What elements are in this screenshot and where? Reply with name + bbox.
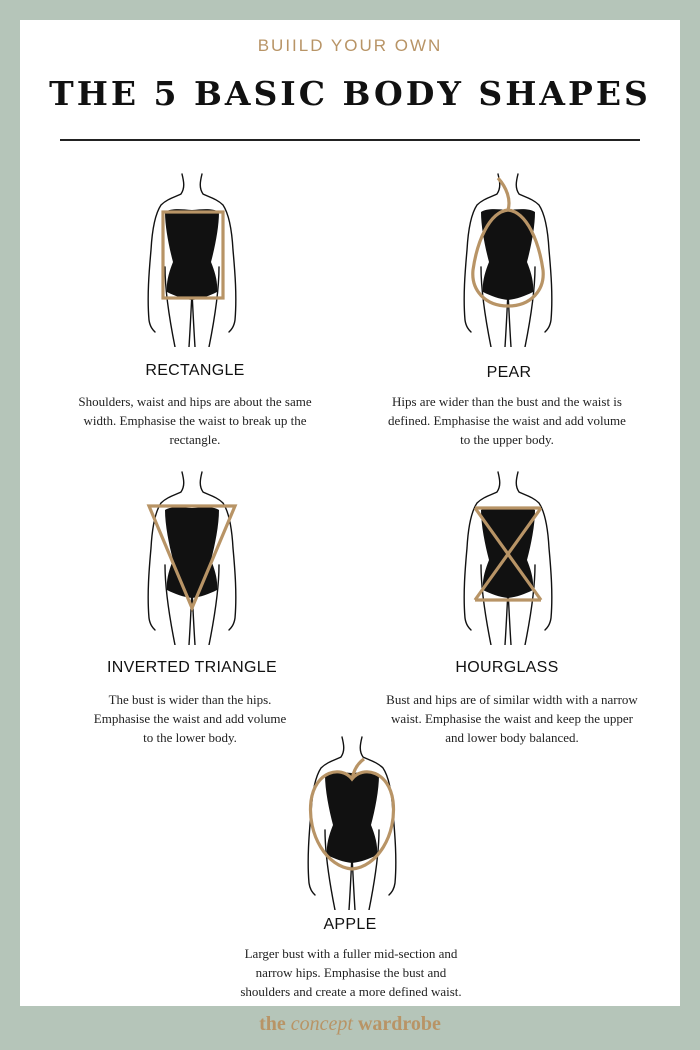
pear-body-illustration xyxy=(453,172,563,347)
pear-description: Hips are wider than the bust and the waist is defined. Emphasise the waist and add volume to the upper body. xyxy=(388,394,626,447)
brand-part-wardrobe: wardrobe xyxy=(357,1013,441,1035)
inverted-triangle-description: The bust is wider than the hips. Emphasise the waist and add volume to the lower body. xyxy=(93,692,287,745)
rectangle-body-illustration xyxy=(137,172,247,347)
title-divider xyxy=(60,139,640,141)
brand-part-concept: concept xyxy=(290,1013,353,1035)
brand-logo xyxy=(0,1013,700,1036)
inverted-triangle-figure xyxy=(137,470,247,645)
rectangle-figure xyxy=(137,172,247,347)
apple-title: APPLE xyxy=(323,916,377,933)
pear-figure xyxy=(453,172,563,347)
apple-body-illustration xyxy=(297,735,407,910)
hourglass-body-illustration xyxy=(453,470,563,645)
kicker-text: BUIILD YOUR OWN xyxy=(257,36,443,55)
inverted-triangle-body-illustration xyxy=(137,470,247,645)
hourglass-title: HOURGLASS xyxy=(455,659,559,676)
inverted-triangle-title: INVERTED TRIANGLE xyxy=(107,659,277,676)
pear-title: PEAR xyxy=(486,364,532,381)
hourglass-description: Bust and hips are of similar width with a narrow waist. Emphasise the waist and keep the upper and lower body balanced. xyxy=(386,692,638,745)
rectangle-title: RECTANGLE xyxy=(145,362,245,379)
apple-description: Larger bust with a fuller mid-section and narrow hips. Emphasise the bust and shoulders and create a more defined waist. xyxy=(240,946,462,999)
page-title: THE 5 BASIC BODY SHAPES xyxy=(49,74,651,113)
rectangle-description: Shoulders, waist and hips are about the same width. Emphasise the waist to break up the rectangle. xyxy=(78,394,312,447)
hourglass-figure xyxy=(453,470,563,645)
apple-figure xyxy=(297,735,407,910)
brand-part-the: the xyxy=(259,1013,286,1035)
